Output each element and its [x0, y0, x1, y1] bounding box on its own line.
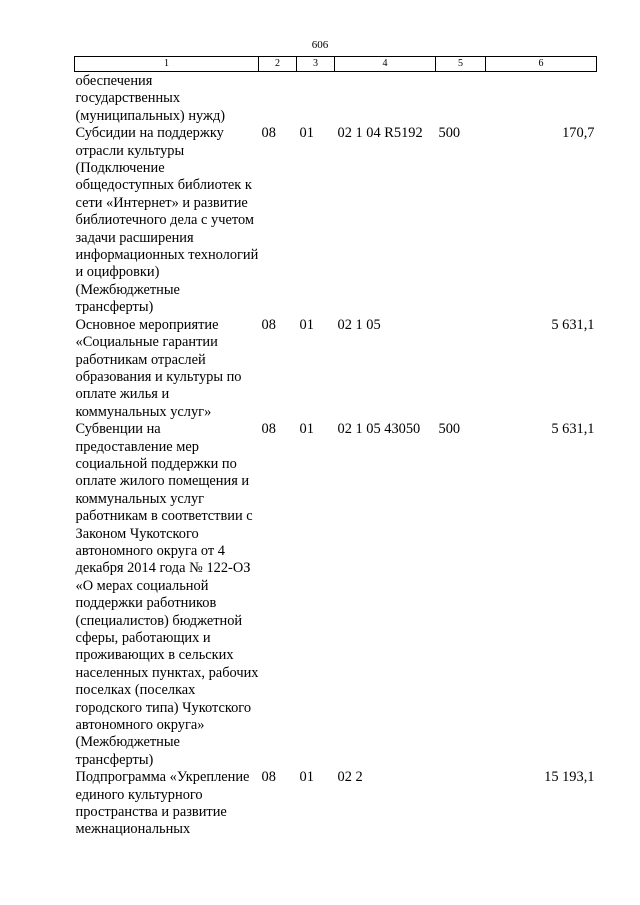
column-number-6: 6 [486, 57, 597, 72]
row-target [335, 72, 436, 126]
table-row [75, 421, 597, 769]
row-target: 02 1 05 43050 [337, 421, 421, 438]
row-name: обеспечения государственных (муниципальных) нужд) [75, 73, 226, 124]
budget-table [74, 56, 597, 839]
table-row [75, 317, 597, 421]
row-type: 500 [438, 125, 461, 142]
row-subsection: 01 [299, 125, 314, 142]
row-amount: 5 631,1 [551, 421, 595, 438]
column-number-4: 4 [335, 57, 436, 72]
row-section: 08 [261, 421, 276, 438]
table-row [75, 769, 597, 839]
page-number: 606 [311, 39, 329, 51]
row-section: 08 [261, 125, 276, 142]
table-row [75, 72, 597, 126]
row-target: 02 1 05 [337, 316, 381, 333]
column-number-5: 5 [436, 57, 486, 72]
column-number-row [75, 57, 597, 72]
column-number-1: 1 [75, 57, 259, 72]
row-name: Субсидии на поддержку отрасли культуры (Подключение общедоступных библиотек к сети «Интернет» и развитие библиотечного дела с учетом задачи расширения информационных технологий и оцифровки) (Межбюджетные трансферты) [75, 125, 259, 316]
row-subsection: 01 [299, 421, 314, 438]
row-subsection: 01 [299, 316, 314, 333]
row-name: Подпрограмма «Укрепление единого культурного пространства и развитие межнациональных [75, 769, 250, 838]
row-amount: 170,7 [562, 125, 595, 142]
table-row [75, 125, 597, 316]
column-number-3: 3 [297, 57, 335, 72]
row-target: 02 2 [337, 769, 363, 786]
row-section: 08 [261, 769, 276, 786]
column-number-2: 2 [259, 57, 297, 72]
row-section: 08 [261, 316, 276, 333]
row-type [436, 769, 486, 839]
row-name: Субвенции на предоставление мер социальной поддержки по оплате жилого помещения и коммунальных услуг работникам в соответствии с Законом Чукотского автономного округа от 4 декабря 2014 года № 122-ОЗ «О мерах социальной поддержки работников (специалистов) бюджетной сферы, работающих и проживающих в сельских населенных пунктах, рабочих поселках (поселках городского типа) Чукотского автономного округа» (Межбюджетные трансферты) [75, 421, 259, 768]
row-target: 02 1 04 R5192 [337, 125, 423, 142]
row-subsection [297, 72, 335, 126]
row-section [259, 72, 297, 126]
row-type [436, 72, 486, 126]
row-subsection: 01 [299, 769, 314, 786]
row-amount [486, 72, 597, 126]
row-name: Основное мероприятие «Социальные гарантии работникам отраслей образования и культуры по оплате жилья и коммунальных услуг» [75, 316, 242, 420]
row-amount: 15 193,1 [544, 769, 595, 786]
row-type [436, 317, 486, 421]
row-amount: 5 631,1 [551, 316, 595, 333]
row-type: 500 [438, 421, 461, 438]
